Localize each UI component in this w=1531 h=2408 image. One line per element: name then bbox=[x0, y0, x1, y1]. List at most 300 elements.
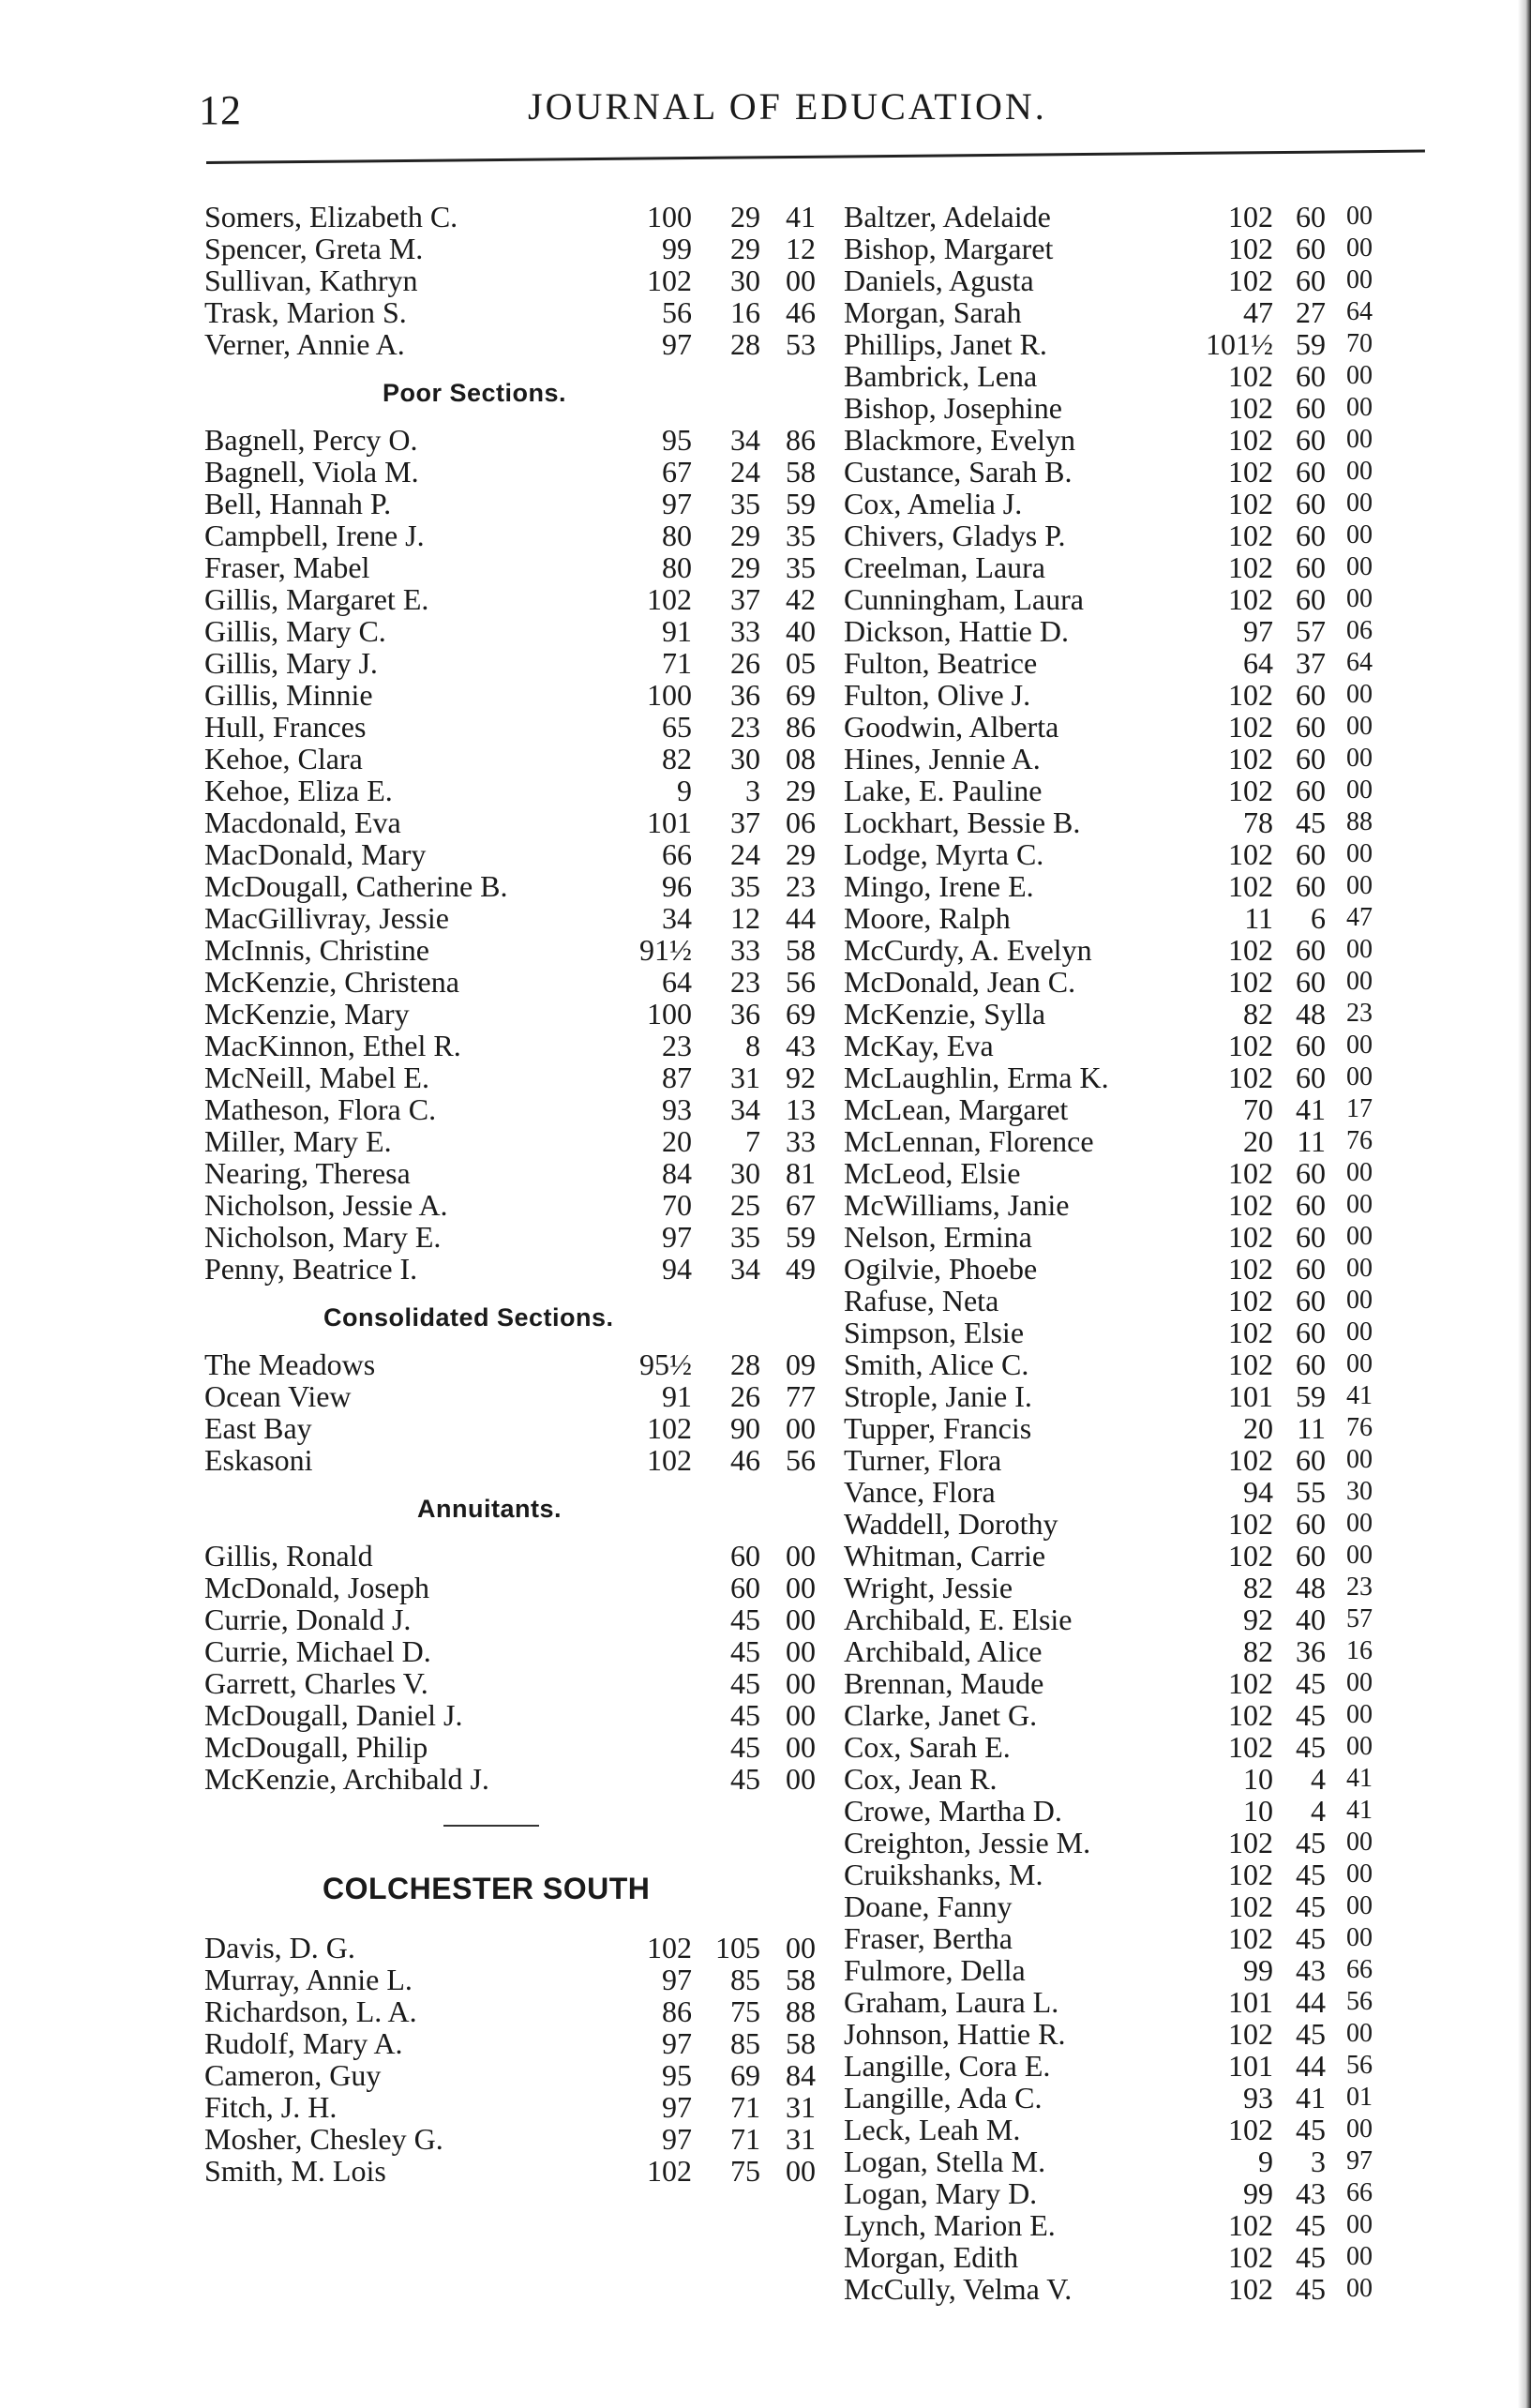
table-row bbox=[204, 1412, 833, 1444]
entry-amount-3: 06 bbox=[1346, 616, 1373, 645]
table-row bbox=[844, 1827, 1453, 1859]
table-row bbox=[204, 1572, 833, 1603]
entry-amount-3: 00 bbox=[1346, 584, 1373, 613]
entry-amount-2: 29 bbox=[730, 232, 760, 265]
entry-name: Matheson, Flora C. bbox=[204, 1092, 437, 1126]
entry-amount-2: 45 bbox=[1296, 805, 1326, 839]
entry-amount-3: 00 bbox=[1346, 680, 1373, 709]
entry-amount-2: 30 bbox=[730, 742, 760, 775]
entry-amount-1: 102 bbox=[1228, 2113, 1273, 2146]
entry-amount-2: 28 bbox=[730, 1347, 760, 1381]
entry-name: Murray, Annie L. bbox=[204, 1963, 413, 1996]
entry-amount-3: 00 bbox=[1346, 1732, 1373, 1761]
entry-amount-2: 60 bbox=[1296, 1443, 1326, 1477]
entry-amount-3: 00 bbox=[1346, 744, 1373, 773]
entry-amount-2: 45 bbox=[730, 1698, 760, 1732]
entry-amount-3: 16 bbox=[1346, 1636, 1373, 1665]
entry-amount-3: 23 bbox=[786, 869, 816, 903]
entry-amount-2: 45 bbox=[1296, 2240, 1326, 2274]
section-heading-text: Poor Sections. bbox=[383, 379, 567, 407]
entry-amount-2: 37 bbox=[730, 805, 760, 839]
entry-amount-1: 92 bbox=[1243, 1603, 1273, 1636]
table-row bbox=[844, 1922, 1453, 1954]
page-edge-shadow bbox=[1518, 0, 1531, 2408]
entry-amount-2: 45 bbox=[1296, 2113, 1326, 2146]
entry-amount-1: 71 bbox=[662, 646, 692, 680]
table-row bbox=[844, 1030, 1453, 1061]
entry-name: Somers, Elizabeth C. bbox=[204, 200, 458, 233]
entry-amount-2: 45 bbox=[1296, 1666, 1326, 1700]
entry-amount-3: 00 bbox=[1346, 393, 1373, 422]
entry-amount-1: 78 bbox=[1243, 805, 1273, 839]
table-row bbox=[844, 1253, 1453, 1285]
entry-amount-2: 45 bbox=[1296, 1730, 1326, 1764]
entry-name: Fraser, Mabel bbox=[204, 550, 370, 584]
table-row bbox=[204, 1995, 833, 2027]
entry-amount-1: 97 bbox=[662, 1963, 692, 1996]
table-row bbox=[844, 775, 1453, 806]
entry-amount-1: 102 bbox=[1228, 455, 1273, 489]
entry-amount-3: 00 bbox=[1346, 871, 1373, 900]
entry-name: McLean, Margaret bbox=[844, 1092, 1069, 1126]
entry-name: Bagnell, Percy O. bbox=[204, 423, 418, 457]
entry-name: Lockhart, Bessie B. bbox=[844, 805, 1081, 839]
entry-amount-1: 102 bbox=[1228, 1666, 1273, 1700]
entry-amount-2: 48 bbox=[1296, 997, 1326, 1031]
entry-amount-1: 64 bbox=[662, 965, 692, 999]
entry-amount-1: 102 bbox=[1228, 232, 1273, 265]
page-number: 12 bbox=[199, 87, 242, 133]
table-row bbox=[204, 870, 833, 902]
entry-amount-1: 102 bbox=[1228, 1252, 1273, 1286]
entry-name: Daniels, Agusta bbox=[844, 263, 1034, 297]
entry-name: McLennan, Florence bbox=[844, 1124, 1094, 1158]
table-row bbox=[844, 934, 1453, 966]
entry-name: Eskasoni bbox=[204, 1443, 313, 1477]
table-row bbox=[844, 424, 1453, 456]
entry-amount-2: 60 bbox=[1296, 965, 1326, 999]
entry-amount-1: 101 bbox=[647, 805, 692, 839]
entry-amount-1: 10 bbox=[1243, 1794, 1273, 1828]
entry-amount-3: 12 bbox=[786, 232, 816, 265]
entry-amount-1: 102 bbox=[1228, 359, 1273, 393]
entry-amount-3: 56 bbox=[1346, 1987, 1373, 2016]
entry-name: Logan, Mary D. bbox=[844, 2176, 1038, 2210]
entry-name: Chivers, Gladys P. bbox=[844, 519, 1066, 552]
entry-name: Nearing, Theresa bbox=[204, 1156, 411, 1190]
entry-name: Logan, Stella M. bbox=[844, 2145, 1046, 2178]
entry-name: Leck, Leah M. bbox=[844, 2113, 1021, 2146]
entry-amount-2: 60 bbox=[1296, 391, 1326, 425]
table-row bbox=[204, 1030, 833, 1061]
entry-amount-2: 35 bbox=[730, 869, 760, 903]
table-row bbox=[844, 2082, 1453, 2114]
left-column bbox=[204, 201, 833, 2187]
entry-amount-2: 57 bbox=[1296, 614, 1326, 648]
entry-amount-1: 94 bbox=[1243, 1475, 1273, 1509]
entry-amount-2: 34 bbox=[730, 1092, 760, 1126]
entry-amount-2: 26 bbox=[730, 646, 760, 680]
entry-amount-2: 45 bbox=[730, 1730, 760, 1764]
entry-amount-2: 30 bbox=[730, 1156, 760, 1190]
entry-name: MacGillivray, Jessie bbox=[204, 901, 449, 935]
table-row bbox=[844, 1412, 1453, 1444]
entry-name: Miller, Mary E. bbox=[204, 1124, 392, 1158]
table-row bbox=[844, 1731, 1453, 1763]
entry-amount-2: 60 bbox=[1296, 232, 1326, 265]
entry-name: Vance, Flora bbox=[844, 1475, 996, 1509]
entry-amount-2: 4 bbox=[1311, 1794, 1326, 1828]
entry-amount-1: 102 bbox=[1228, 1284, 1273, 1317]
entry-name: Waddell, Dorothy bbox=[844, 1507, 1058, 1541]
table-row bbox=[844, 264, 1453, 296]
entry-name: Fulmore, Della bbox=[844, 1953, 1026, 1987]
entry-name: Whitman, Carrie bbox=[844, 1539, 1046, 1573]
table-row bbox=[844, 1795, 1453, 1827]
table-row bbox=[844, 1157, 1453, 1189]
entry-name: Sullivan, Kathryn bbox=[204, 263, 418, 297]
entry-name: Smith, Alice C. bbox=[844, 1347, 1029, 1381]
entry-name: McKenzie, Christena bbox=[204, 965, 459, 999]
entry-name: McDougall, Catherine B. bbox=[204, 869, 508, 903]
entry-name: McDougall, Philip bbox=[204, 1730, 428, 1764]
entry-amount-1: 93 bbox=[1243, 2081, 1273, 2115]
entry-amount-1: 70 bbox=[1243, 1092, 1273, 1126]
district-heading bbox=[204, 1845, 833, 1932]
entry-name: Hines, Jennie A. bbox=[844, 742, 1041, 775]
entry-amount-1: 102 bbox=[1228, 582, 1273, 616]
entry-name: Johnson, Hattie R. bbox=[844, 2017, 1066, 2051]
entry-name: Baltzer, Adelaide bbox=[844, 200, 1051, 233]
entry-amount-1: 93 bbox=[662, 1092, 692, 1126]
entry-name: McKenzie, Archibald J. bbox=[204, 1762, 489, 1796]
entry-amount-1: 96 bbox=[662, 869, 692, 903]
entry-amount-3: 00 bbox=[786, 1698, 816, 1732]
table-row bbox=[204, 1763, 833, 1795]
entry-amount-1: 70 bbox=[662, 1188, 692, 1222]
entry-amount-3: 09 bbox=[786, 1347, 816, 1381]
table-row bbox=[844, 2050, 1453, 2082]
entry-name: Gillis, Mary C. bbox=[204, 614, 386, 648]
entry-amount-3: 00 bbox=[1346, 1349, 1373, 1378]
entry-amount-2: 41 bbox=[1296, 2081, 1326, 2115]
entry-amount-3: 00 bbox=[1346, 1828, 1373, 1857]
entry-amount-1: 102 bbox=[1228, 678, 1273, 712]
entry-name: Tupper, Francis bbox=[844, 1411, 1032, 1445]
entry-amount-1: 102 bbox=[1228, 1539, 1273, 1573]
entry-amount-2: 60 bbox=[1296, 742, 1326, 775]
entry-name: East Bay bbox=[204, 1411, 312, 1445]
entry-amount-1: 102 bbox=[1228, 710, 1273, 744]
entry-amount-1: 86 bbox=[662, 1994, 692, 2028]
table-row bbox=[844, 392, 1453, 424]
table-row bbox=[204, 551, 833, 583]
entry-name: Nicholson, Mary E. bbox=[204, 1220, 442, 1254]
entry-name: Lodge, Myrta C. bbox=[844, 837, 1044, 871]
table-row bbox=[204, 1380, 833, 1412]
entry-amount-1: 102 bbox=[1228, 550, 1273, 584]
entry-amount-3: 92 bbox=[786, 1061, 816, 1094]
entry-amount-2: 60 bbox=[1296, 1507, 1326, 1541]
entry-amount-1: 91 bbox=[662, 614, 692, 648]
entry-name: Bishop, Josephine bbox=[844, 391, 1062, 425]
entry-amount-1: 102 bbox=[1228, 1889, 1273, 1923]
entry-amount-2: 36 bbox=[730, 997, 760, 1031]
table-row bbox=[204, 2155, 833, 2187]
entry-amount-3: 00 bbox=[786, 2154, 816, 2188]
entry-name: McCully, Velma V. bbox=[844, 2272, 1073, 2306]
entry-amount-2: 69 bbox=[730, 2058, 760, 2092]
entry-amount-2: 60 bbox=[1296, 359, 1326, 393]
table-row bbox=[844, 233, 1453, 264]
entry-name: Doane, Fanny bbox=[844, 1889, 1013, 1923]
entry-amount-2: 36 bbox=[1296, 1634, 1326, 1668]
entry-name: Fulton, Olive J. bbox=[844, 678, 1031, 712]
table-row bbox=[204, 647, 833, 679]
entry-amount-1: 102 bbox=[1228, 1858, 1273, 1891]
entry-name: Goodwin, Alberta bbox=[844, 710, 1059, 744]
entry-name: The Meadows bbox=[204, 1347, 376, 1381]
entry-amount-2: 29 bbox=[730, 550, 760, 584]
header-rule bbox=[206, 150, 1425, 164]
entry-name: Lynch, Marion E. bbox=[844, 2208, 1056, 2242]
entry-name: Creighton, Jessie M. bbox=[844, 1826, 1091, 1859]
table-row bbox=[844, 2114, 1453, 2145]
entry-amount-3: 57 bbox=[1346, 1604, 1373, 1633]
entry-amount-3: 41 bbox=[1346, 1796, 1373, 1825]
table-row bbox=[204, 1253, 833, 1285]
table-row bbox=[844, 328, 1453, 360]
entry-name: Rudolf, Mary A. bbox=[204, 2026, 403, 2060]
entry-name: Mosher, Chesley G. bbox=[204, 2122, 443, 2156]
entry-amount-3: 00 bbox=[1346, 1254, 1373, 1283]
entry-amount-1: 100 bbox=[647, 200, 692, 233]
entry-amount-2: 23 bbox=[730, 965, 760, 999]
entry-name: Spencer, Greta M. bbox=[204, 232, 424, 265]
entry-amount-2: 85 bbox=[730, 1963, 760, 1996]
entry-name: McDougall, Daniel J. bbox=[204, 1698, 463, 1732]
entry-name: Gillis, Margaret E. bbox=[204, 582, 429, 616]
entry-amount-3: 58 bbox=[786, 2026, 816, 2060]
section-heading-text: Annuitants. bbox=[417, 1495, 562, 1523]
entry-amount-2: 35 bbox=[730, 487, 760, 520]
table-row bbox=[844, 806, 1453, 838]
table-row bbox=[844, 1125, 1453, 1157]
entry-amount-1: 102 bbox=[647, 1411, 692, 1445]
entry-amount-1: 102 bbox=[1228, 2272, 1273, 2306]
entry-amount-3: 00 bbox=[1346, 265, 1373, 294]
entry-name: Gillis, Minnie bbox=[204, 678, 373, 712]
entry-amount-3: 00 bbox=[1346, 2019, 1373, 2048]
entry-amount-3: 00 bbox=[1346, 2115, 1373, 2144]
entry-amount-2: 75 bbox=[730, 1994, 760, 2028]
entry-name: Mingo, Irene E. bbox=[844, 869, 1034, 903]
entry-amount-2: 48 bbox=[1296, 1571, 1326, 1604]
entry-amount-3: 29 bbox=[786, 774, 816, 807]
entry-amount-3: 00 bbox=[1346, 839, 1373, 868]
entry-amount-2: 85 bbox=[730, 2026, 760, 2060]
entry-name: Langille, Cora E. bbox=[844, 2049, 1051, 2083]
entry-amount-1: 9 bbox=[1258, 2145, 1273, 2178]
entry-amount-2: 45 bbox=[730, 1666, 760, 1700]
entry-amount-3: 00 bbox=[786, 1411, 816, 1445]
entry-amount-1: 102 bbox=[1228, 423, 1273, 457]
table-row bbox=[204, 1061, 833, 1093]
entry-amount-3: 81 bbox=[786, 1156, 816, 1190]
entry-amount-3: 00 bbox=[786, 1730, 816, 1764]
entry-name: Brennan, Maude bbox=[844, 1666, 1044, 1700]
entry-name: Wright, Jessie bbox=[844, 1571, 1013, 1604]
entry-name: Ogilvie, Phoebe bbox=[844, 1252, 1038, 1286]
table-row bbox=[204, 1189, 833, 1221]
entry-amount-3: 31 bbox=[786, 2090, 816, 2124]
entry-amount-3: 00 bbox=[1346, 967, 1373, 996]
entry-amount-2: 45 bbox=[730, 1603, 760, 1636]
entry-amount-2: 3 bbox=[745, 774, 760, 807]
entry-name: McNeill, Mabel E. bbox=[204, 1061, 429, 1094]
entry-amount-3: 67 bbox=[786, 1188, 816, 1222]
entry-name: Moore, Ralph bbox=[844, 901, 1011, 935]
entry-name: Custance, Sarah B. bbox=[844, 455, 1073, 489]
entry-name: Cameron, Guy bbox=[204, 2058, 382, 2092]
entry-amount-3: 00 bbox=[1346, 489, 1373, 518]
entry-name: Kehoe, Clara bbox=[204, 742, 363, 775]
table-row bbox=[844, 615, 1453, 647]
entry-amount-3: 00 bbox=[1346, 1286, 1373, 1315]
table-row bbox=[844, 838, 1453, 870]
entry-amount-2: 8 bbox=[745, 1029, 760, 1062]
entry-amount-2: 45 bbox=[1296, 2017, 1326, 2051]
entry-name: Rafuse, Neta bbox=[844, 1284, 999, 1317]
entry-amount-3: 00 bbox=[1346, 457, 1373, 486]
entry-amount-3: 00 bbox=[1346, 775, 1373, 805]
entry-name: Trask, Marion S. bbox=[204, 295, 407, 329]
entry-amount-2: 4 bbox=[1311, 1762, 1326, 1796]
table-row bbox=[844, 1954, 1453, 1986]
entry-amount-2: 45 bbox=[1296, 1698, 1326, 1732]
table-row bbox=[204, 1699, 833, 1731]
entry-amount-3: 29 bbox=[786, 837, 816, 871]
entry-amount-3: 23 bbox=[1346, 1573, 1373, 1602]
entry-amount-1: 100 bbox=[647, 997, 692, 1031]
entry-name: Archibald, E. Elsie bbox=[844, 1603, 1073, 1636]
table-row bbox=[204, 711, 833, 743]
entry-amount-2: 6 bbox=[1311, 901, 1326, 935]
entry-amount-1: 102 bbox=[1228, 2017, 1273, 2051]
entry-amount-2: 60 bbox=[1296, 774, 1326, 807]
entry-amount-3: 00 bbox=[786, 263, 816, 297]
table-row bbox=[204, 1635, 833, 1667]
entry-amount-2: 60 bbox=[1296, 423, 1326, 457]
entry-amount-2: 59 bbox=[1296, 1379, 1326, 1413]
table-row bbox=[844, 1859, 1453, 1890]
entry-amount-2: 11 bbox=[1297, 1411, 1326, 1445]
entry-amount-3: 97 bbox=[1346, 2146, 1373, 2175]
entry-amount-1: 102 bbox=[647, 1931, 692, 1964]
entry-amount-2: 45 bbox=[730, 1762, 760, 1796]
entry-name: Creelman, Laura bbox=[844, 550, 1045, 584]
entry-amount-3: 84 bbox=[786, 2058, 816, 2092]
entry-amount-2: 60 bbox=[1296, 710, 1326, 744]
entry-amount-1: 82 bbox=[662, 742, 692, 775]
entry-amount-2: 60 bbox=[1296, 869, 1326, 903]
table-row bbox=[844, 2273, 1453, 2305]
entry-amount-1: 101½ bbox=[1206, 327, 1273, 361]
table-row bbox=[844, 1986, 1453, 2018]
entry-amount-1: 20 bbox=[662, 1124, 692, 1158]
entry-amount-1: 102 bbox=[1228, 933, 1273, 967]
entry-amount-3: 00 bbox=[1346, 712, 1373, 741]
entry-amount-1: 9 bbox=[677, 774, 692, 807]
entry-amount-3: 64 bbox=[1346, 648, 1373, 677]
table-row bbox=[204, 934, 833, 966]
entry-name: Smith, M. Lois bbox=[204, 2154, 386, 2188]
entry-amount-3: 56 bbox=[786, 965, 816, 999]
entry-amount-1: 91 bbox=[662, 1379, 692, 1413]
table-row bbox=[204, 679, 833, 711]
entry-amount-2: 40 bbox=[1296, 1603, 1326, 1636]
entry-amount-3: 00 bbox=[786, 1539, 816, 1573]
entry-amount-3: 64 bbox=[1346, 297, 1373, 326]
entry-amount-2: 24 bbox=[730, 837, 760, 871]
entry-amount-2: 26 bbox=[730, 1379, 760, 1413]
table-row bbox=[844, 966, 1453, 998]
table-row bbox=[204, 1667, 833, 1699]
entry-amount-1: 102 bbox=[1228, 487, 1273, 520]
entry-amount-1: 91½ bbox=[639, 933, 692, 967]
journal-title: JOURNAL OF EDUCATION. bbox=[528, 85, 1047, 128]
entry-amount-3: 23 bbox=[1346, 999, 1373, 1028]
entry-name: Morgan, Sarah bbox=[844, 295, 1022, 329]
entry-amount-2: 37 bbox=[1296, 646, 1326, 680]
entry-amount-3: 00 bbox=[1346, 1700, 1373, 1729]
entry-amount-1: 102 bbox=[1228, 1316, 1273, 1349]
entry-amount-2: 24 bbox=[730, 455, 760, 489]
page-header bbox=[0, 0, 1531, 188]
entry-amount-2: 16 bbox=[730, 295, 760, 329]
entry-amount-2: 33 bbox=[730, 614, 760, 648]
entry-amount-2: 60 bbox=[1296, 1156, 1326, 1190]
entry-name: Crowe, Martha D. bbox=[844, 1794, 1062, 1828]
table-row bbox=[844, 1635, 1453, 1667]
entry-amount-1: 11 bbox=[1244, 901, 1273, 935]
entry-amount-3: 53 bbox=[786, 327, 816, 361]
entry-amount-2: 60 bbox=[1296, 1347, 1326, 1381]
entry-amount-3: 00 bbox=[1346, 2242, 1373, 2271]
table-row bbox=[204, 424, 833, 456]
entry-amount-2: 71 bbox=[730, 2122, 760, 2156]
entry-name: Garrett, Charles V. bbox=[204, 1666, 428, 1700]
entry-amount-2: 60 bbox=[1296, 200, 1326, 233]
entry-amount-2: 44 bbox=[1296, 2049, 1326, 2083]
entry-amount-2: 44 bbox=[1296, 1985, 1326, 2019]
entry-amount-2: 23 bbox=[730, 710, 760, 744]
entry-amount-1: 102 bbox=[1228, 2240, 1273, 2274]
entry-amount-2: 34 bbox=[730, 1252, 760, 1286]
entry-amount-1: 102 bbox=[1228, 742, 1273, 775]
table-row bbox=[204, 1348, 833, 1380]
entry-name: Bambrick, Lena bbox=[844, 359, 1038, 393]
entry-amount-3: 44 bbox=[786, 901, 816, 935]
table-row bbox=[844, 647, 1453, 679]
entry-name: McWilliams, Janie bbox=[844, 1188, 1070, 1222]
entry-amount-2: 60 bbox=[1296, 1539, 1326, 1573]
entry-amount-1: 102 bbox=[1228, 869, 1273, 903]
entry-amount-3: 00 bbox=[786, 1666, 816, 1700]
table-row bbox=[844, 1317, 1453, 1348]
entry-amount-1: 97 bbox=[662, 487, 692, 520]
entry-amount-3: 70 bbox=[1346, 329, 1373, 358]
